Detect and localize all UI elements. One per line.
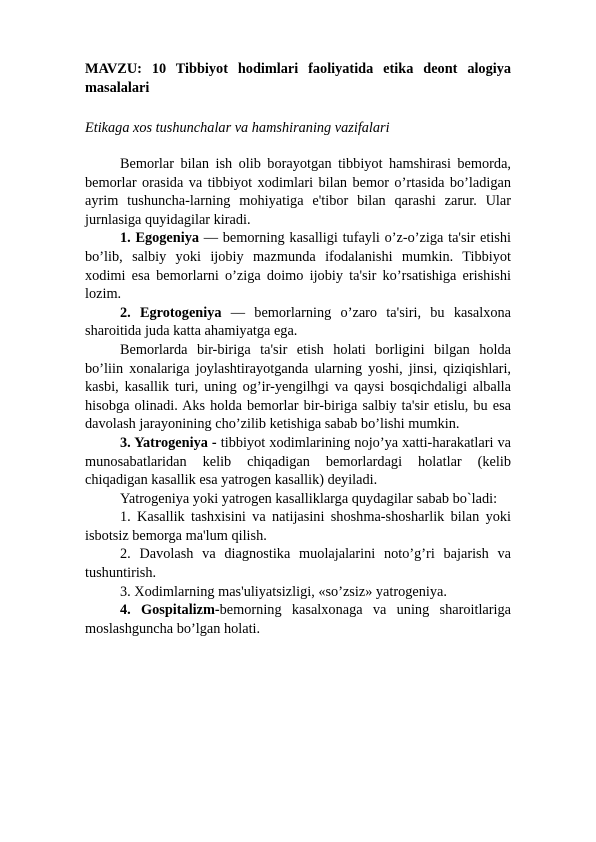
egrotogeniya-note-paragraph: Bemorlarda bir-biriga ta'sir etish holati borligini bilgan holda bo’liin xonalariga joylashtirayotganda ularning yoshi, jinsi, qiziqishlari, kasbi, kasallik turi, uning og’ir-yengilhgi va qaysi bosqichdaligi alballa hisobga olinadi. Aks holda bemorlar bir-biriga salbiy ta'sir etislu, bu esa davolash jarayonining cho’zilib ketishiga sabab bo’lishi mumkin.	[85, 341, 511, 433]
egrotogeniya-text: — bemorlarning o’zaro ta'siri, bu kasalxona sharoitida juda katta ahamiyatga ega.	[85, 304, 511, 340]
cause-item: 1. Kasallik tashxisini va natijasini shoshma-shosharlik bilan yoki isbotsiz bemorga ma'lum qilish.	[85, 509, 511, 544]
egogeniya-paragraph	[85, 229, 511, 303]
cause-item: 2. Davolash va diagnostika muolajalarini noto’g’ri bajarish va tushuntirish.	[85, 546, 511, 582]
intro-paragraph: Bemorlar bilan ish olib borayotgan tibbiyot hamshirasi bemorda, bemorlar orasida va tibbiyot xodimlari bilan bemor o’rtasida bo’ladigan ayrim tushuncha-larning mohiyatiga e'tibor bilan qarashi zarur. Ular jurnlasiga quyidagilar kiradi.	[85, 156, 511, 228]
yatrogeniya-paragraph	[85, 434, 511, 490]
document-title: MAVZU: 10 Tibbiyot hodimlari faoliyatida etika deont alogiya masalalari	[85, 61, 511, 96]
cause-item: 3. Xodimlarning mas'uliyatsizligi, «so’zsiz» yatrogeniya.	[120, 583, 447, 600]
gospitalizm-paragraph	[85, 601, 511, 638]
section-subtitle: Etikaga xos tushunchalar va hamshiraning vazifalari	[85, 120, 390, 136]
yatrogeniya-text: tibbiyot xodimlarining nojo’ya xatti-harakatlari va munosabatlaridan kelib chiqadigan bemorlardagi holatlar (kelib chiqadigan kasallik esa yatrogen kasallik) deyiladi.	[85, 434, 511, 489]
document-page	[85, 60, 511, 638]
egogeniya-term: 1. Egogeniya	[120, 230, 199, 247]
gospitalizm-text: bemorning kasalxonaga va uning sharoitlariga moslashguncha bo’lgan holati.	[85, 602, 511, 637]
yatrogeniya-cause-paragraph: Yatrogeniya yoki yatrogen kasalliklarga quydagilar sabab bo`ladi:	[120, 490, 498, 507]
egrotogeniya-paragraph	[85, 304, 511, 341]
egrotogeniya-term: 2. Egrotogeniya	[120, 304, 222, 321]
egogeniya-text: — bemorning kasalligi tufayli o’z-o’ziga ta'sir etishi bo’lib, salbiy yoki ijobiy mazmunda ifodalanishi mumkin. Tibbiyot xodimi esa bemorlarni o’ziga doimo ijobiy ta'sir ko’rsatishiga erishishi lozim.	[85, 230, 511, 303]
gospitalizm-term: 4. Gospitalizm-	[120, 602, 220, 619]
yatrogeniya-term: 3. Yatrogeniya -	[120, 434, 217, 451]
